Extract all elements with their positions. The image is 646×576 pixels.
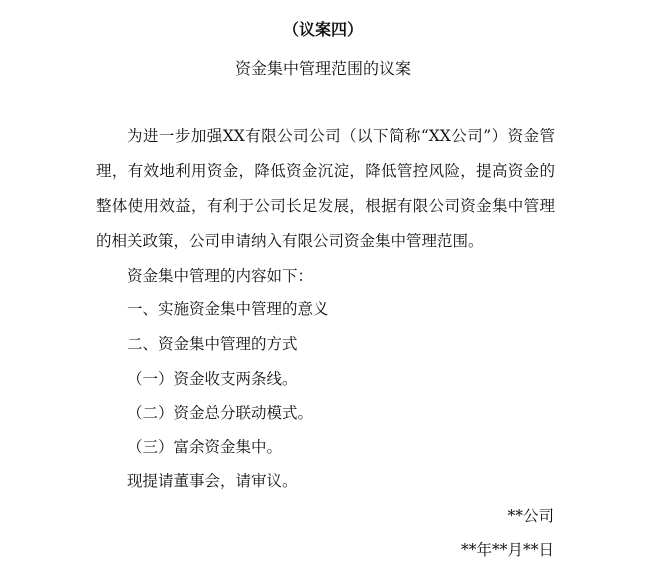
content-intro: 资金集中管理的内容如下： xyxy=(127,267,314,285)
body-paragraph: 为进一步加强XX有限公司公司（以下简称“XX公司”）资金管理，有效地利用资金，降低资金沉淀，降低管控风险，提高资金的整体使用效益，有利于公司长足发展，根据有限公司资金集中管理的相关政策，公司申请纳入有限公司资金集中管理范围。 xyxy=(96,127,555,250)
list-item: （三）富余资金集中。 xyxy=(127,438,283,456)
signature-date: **年**月**日 xyxy=(460,541,554,559)
list-item: 二、资金集中管理的方式 xyxy=(127,335,298,353)
motion-title: 资金集中管理范围的议案 xyxy=(234,59,411,78)
list-item: 一、实施资金集中管理的意义 xyxy=(127,300,329,318)
signature-company: **公司 xyxy=(507,507,554,525)
list-item: （二）资金总分联动模式。 xyxy=(127,404,314,422)
closing-statement: 现提请董事会，请审议。 xyxy=(127,472,298,490)
list-item: （一）资金收支两条线。 xyxy=(127,370,298,388)
motion-number: （议案四） xyxy=(282,20,363,39)
